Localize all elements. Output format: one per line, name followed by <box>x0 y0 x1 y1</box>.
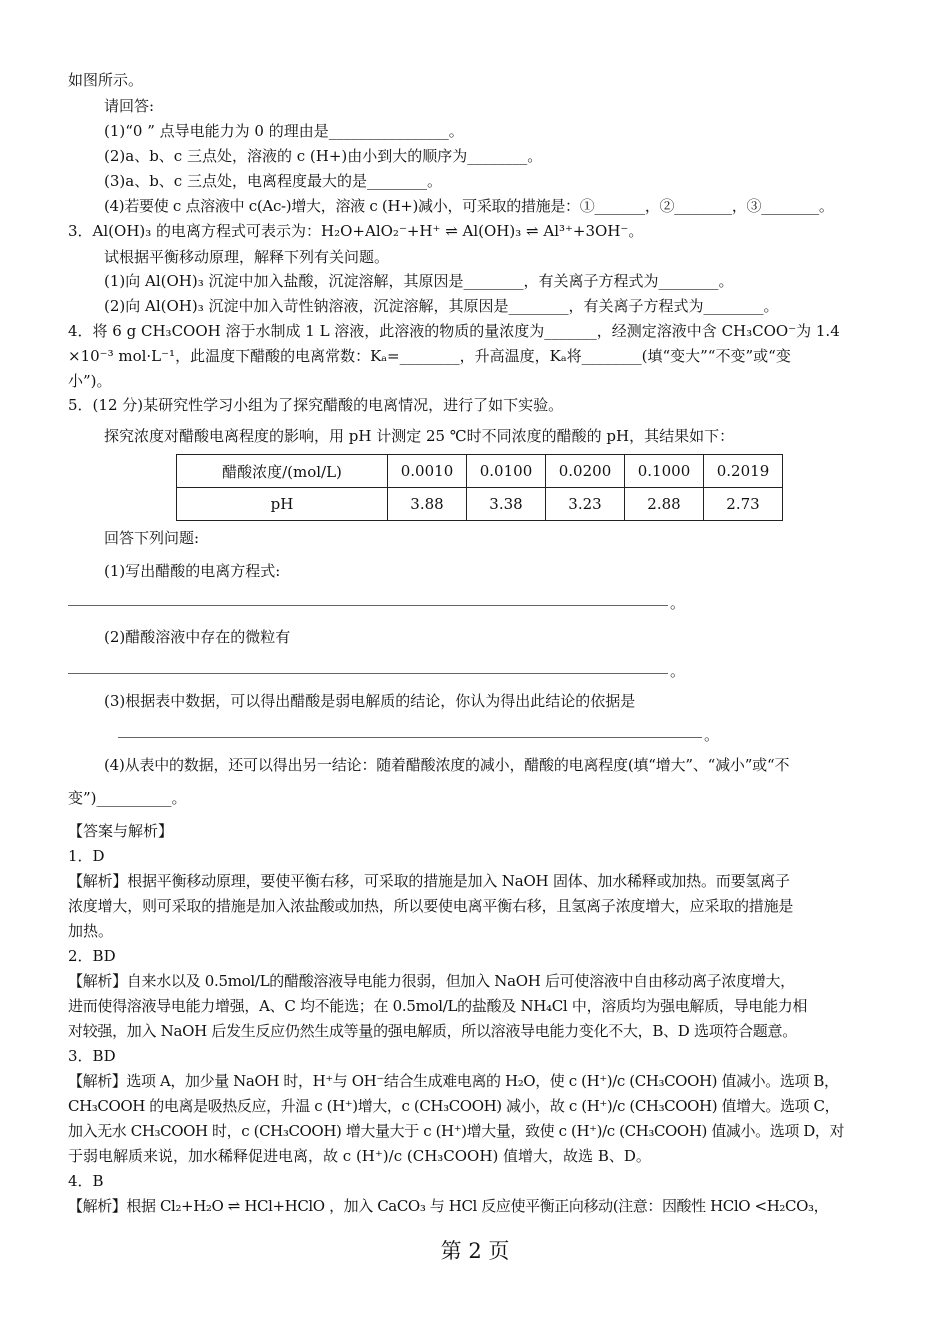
line-32: 【解析】选项 A，加少量 NaOH 时，H⁺与 OH⁻结合生成难电离的 H₂O，使 c (H⁺)/c (CH₃COOH) 值减小。选项 B， <box>68 1072 839 1090</box>
answer-blank-2 <box>68 673 668 674</box>
table-header-cell: 0.0100 <box>467 455 546 488</box>
line-30: 对较强，加入 NaOH 后发生反应仍然生成等量的强电解质，所以溶液导电能力变化不大，B、D 选项符合题意。 <box>68 1022 797 1040</box>
period-3: 。 <box>704 726 720 744</box>
line-11: 4．将 6 g CH₃COOH 溶于水制成 1 L 溶液，此溶液的物质的量浓度为_______，经测定溶液中含 CH₃COO⁻为 1.4 <box>68 322 840 340</box>
table-cell: 2.73 <box>704 488 783 521</box>
table-header-cell: 0.0200 <box>546 455 625 488</box>
line-36: 4．B <box>68 1172 104 1190</box>
line-7: 3．Al(OH)₃ 的电离方程式可表示为：H₂O+AlO₂⁻+H⁺ ⇌ Al(OH)₃ ⇌ Al³⁺+3OH⁻。 <box>68 222 644 240</box>
period-2: 。 <box>670 662 686 680</box>
table-cell: 3.38 <box>467 488 546 521</box>
line-25: 浓度增大，则可采取的措施是加入浓盐酸或加热，所以要使电离平衡右移，且氢离子浓度增大，应采取的措施是 <box>68 897 794 915</box>
ph-data-table <box>176 454 783 521</box>
line-20: (4)从表中的数据，还可以得出另一结论：随着醋酸浓度的减小，醋酸的电离程度(填“增大”、“减小”或“不 <box>104 756 790 774</box>
line-16: 回答下列问题: <box>104 529 200 547</box>
period-1: 。 <box>670 594 686 612</box>
line-29: 进而使得溶液导电能力增强，A、C 均不能选；在 0.5mol/L的盐酸及 NH₄Cl 中，溶质均为强电解质，导电能力相 <box>68 997 808 1015</box>
table-header-cell: 醋酸浓度/(mol/L) <box>177 455 388 488</box>
table-row <box>177 488 783 521</box>
line-21: 变”)__________。 <box>68 789 187 807</box>
line-28: 【解析】自来水以及 0.5mol/L的醋酸溶液导电能力很弱，但加入 NaOH 后可使溶液中自由移动离子浓度增大， <box>68 972 795 990</box>
table-header-cell: 0.1000 <box>625 455 704 488</box>
line-31: 3．BD <box>68 1047 116 1065</box>
line-26: 加热。 <box>68 922 114 940</box>
table-cell: 3.23 <box>546 488 625 521</box>
line-27: 2．BD <box>68 947 116 965</box>
table-cell: pH <box>177 488 388 521</box>
line-1: 如图所示。 <box>68 71 144 89</box>
table-cell: 2.88 <box>625 488 704 521</box>
line-18: (2)醋酸溶液中存在的微粒有 <box>104 628 291 646</box>
line-37: 【解析】根据 Cl₂+H₂O ⇌ HCl+HClO ，加入 CaCO₃ 与 HCl 反应使平衡正向移动(注意：因酸性 HClO <H₂CO₃， <box>68 1197 829 1215</box>
line-13: 小”)。 <box>68 372 112 390</box>
line-6: (4)若要使 c 点溶液中 c(Ac-)增大，溶液 c (H+)减小，可采取的措施是：①_______，②________，③________。 <box>104 197 834 215</box>
line-12: ×10⁻³ mol·L⁻¹，此温度下醋酸的电离常数：Kₐ=________，升高温度，Kₐ将________(填“变大”“不变”或“变 <box>68 347 791 365</box>
line-15: 探究浓度对醋酸电离程度的影响，用 pH 计测定 25 ℃时不同浓度的醋酸的 pH，其结果如下： <box>104 427 735 445</box>
line-22: 【答案与解析】 <box>68 822 174 840</box>
line-2: 请回答: <box>104 97 155 115</box>
line-4: (2)a、b、c 三点处，溶液的 c (H+)由小到大的顺序为________。 <box>104 147 543 165</box>
table-header-cell: 0.2019 <box>704 455 783 488</box>
line-5: (3)a、b、c 三点处，电离程度最大的是________。 <box>104 172 442 190</box>
line-35: 于弱电解质来说，加水稀释促进电离，故 c (H⁺)/c (CH₃COOH) 值增大，故选 B、D。 <box>68 1147 651 1165</box>
line-17: (1)写出醋酸的电离方程式: <box>104 562 281 580</box>
line-34: 加入无水 CH₃COOH 时，c (CH₃COOH) 增大量大于 c (H⁺)增大量，致使 c (H⁺)/c (CH₃COOH) 值减小。选项 D，对 <box>68 1122 845 1140</box>
line-23: 1．D <box>68 847 105 865</box>
line-8: 试根据平衡移动原理，解释下列有关问题。 <box>104 248 390 266</box>
table-cell: 3.88 <box>388 488 467 521</box>
line-10: (2)向 Al(OH)₃ 沉淀中加入苛性钠溶液，沉淀溶解，其原因是________，有关离子方程式为________。 <box>104 297 779 315</box>
answer-blank-3 <box>118 737 702 738</box>
line-3: (1)“0 ” 点导电能力为 0 的理由是________________。 <box>104 122 464 140</box>
table-header-cell: 0.0010 <box>388 455 467 488</box>
line-33: CH₃COOH 的电离是吸热反应，升温 c (H⁺)增大，c (CH₃COOH) 减小，故 c (H⁺)/c (CH₃COOH) 值增大。选项 C， <box>68 1097 840 1115</box>
line-19: (3)根据表中数据，可以得出醋酸是弱电解质的结论，你认为得出此结论的依据是 <box>104 692 636 710</box>
line-24: 【解析】根据平衡移动原理，要使平衡右移，可采取的措施是加入 NaOH 固体、加水稀释或加热。而要氢离子 <box>68 872 790 890</box>
page-number: 第 2 页 <box>440 1239 510 1263</box>
table-header-row <box>177 455 783 488</box>
answer-blank-1 <box>68 605 668 606</box>
line-9: (1)向 Al(OH)₃ 沉淀中加入盐酸，沉淀溶解，其原因是________，有关离子方程式为________。 <box>104 272 734 290</box>
line-14: 5．(12 分)某研究性学习小组为了探究醋酸的电离情况，进行了如下实验。 <box>68 396 564 414</box>
